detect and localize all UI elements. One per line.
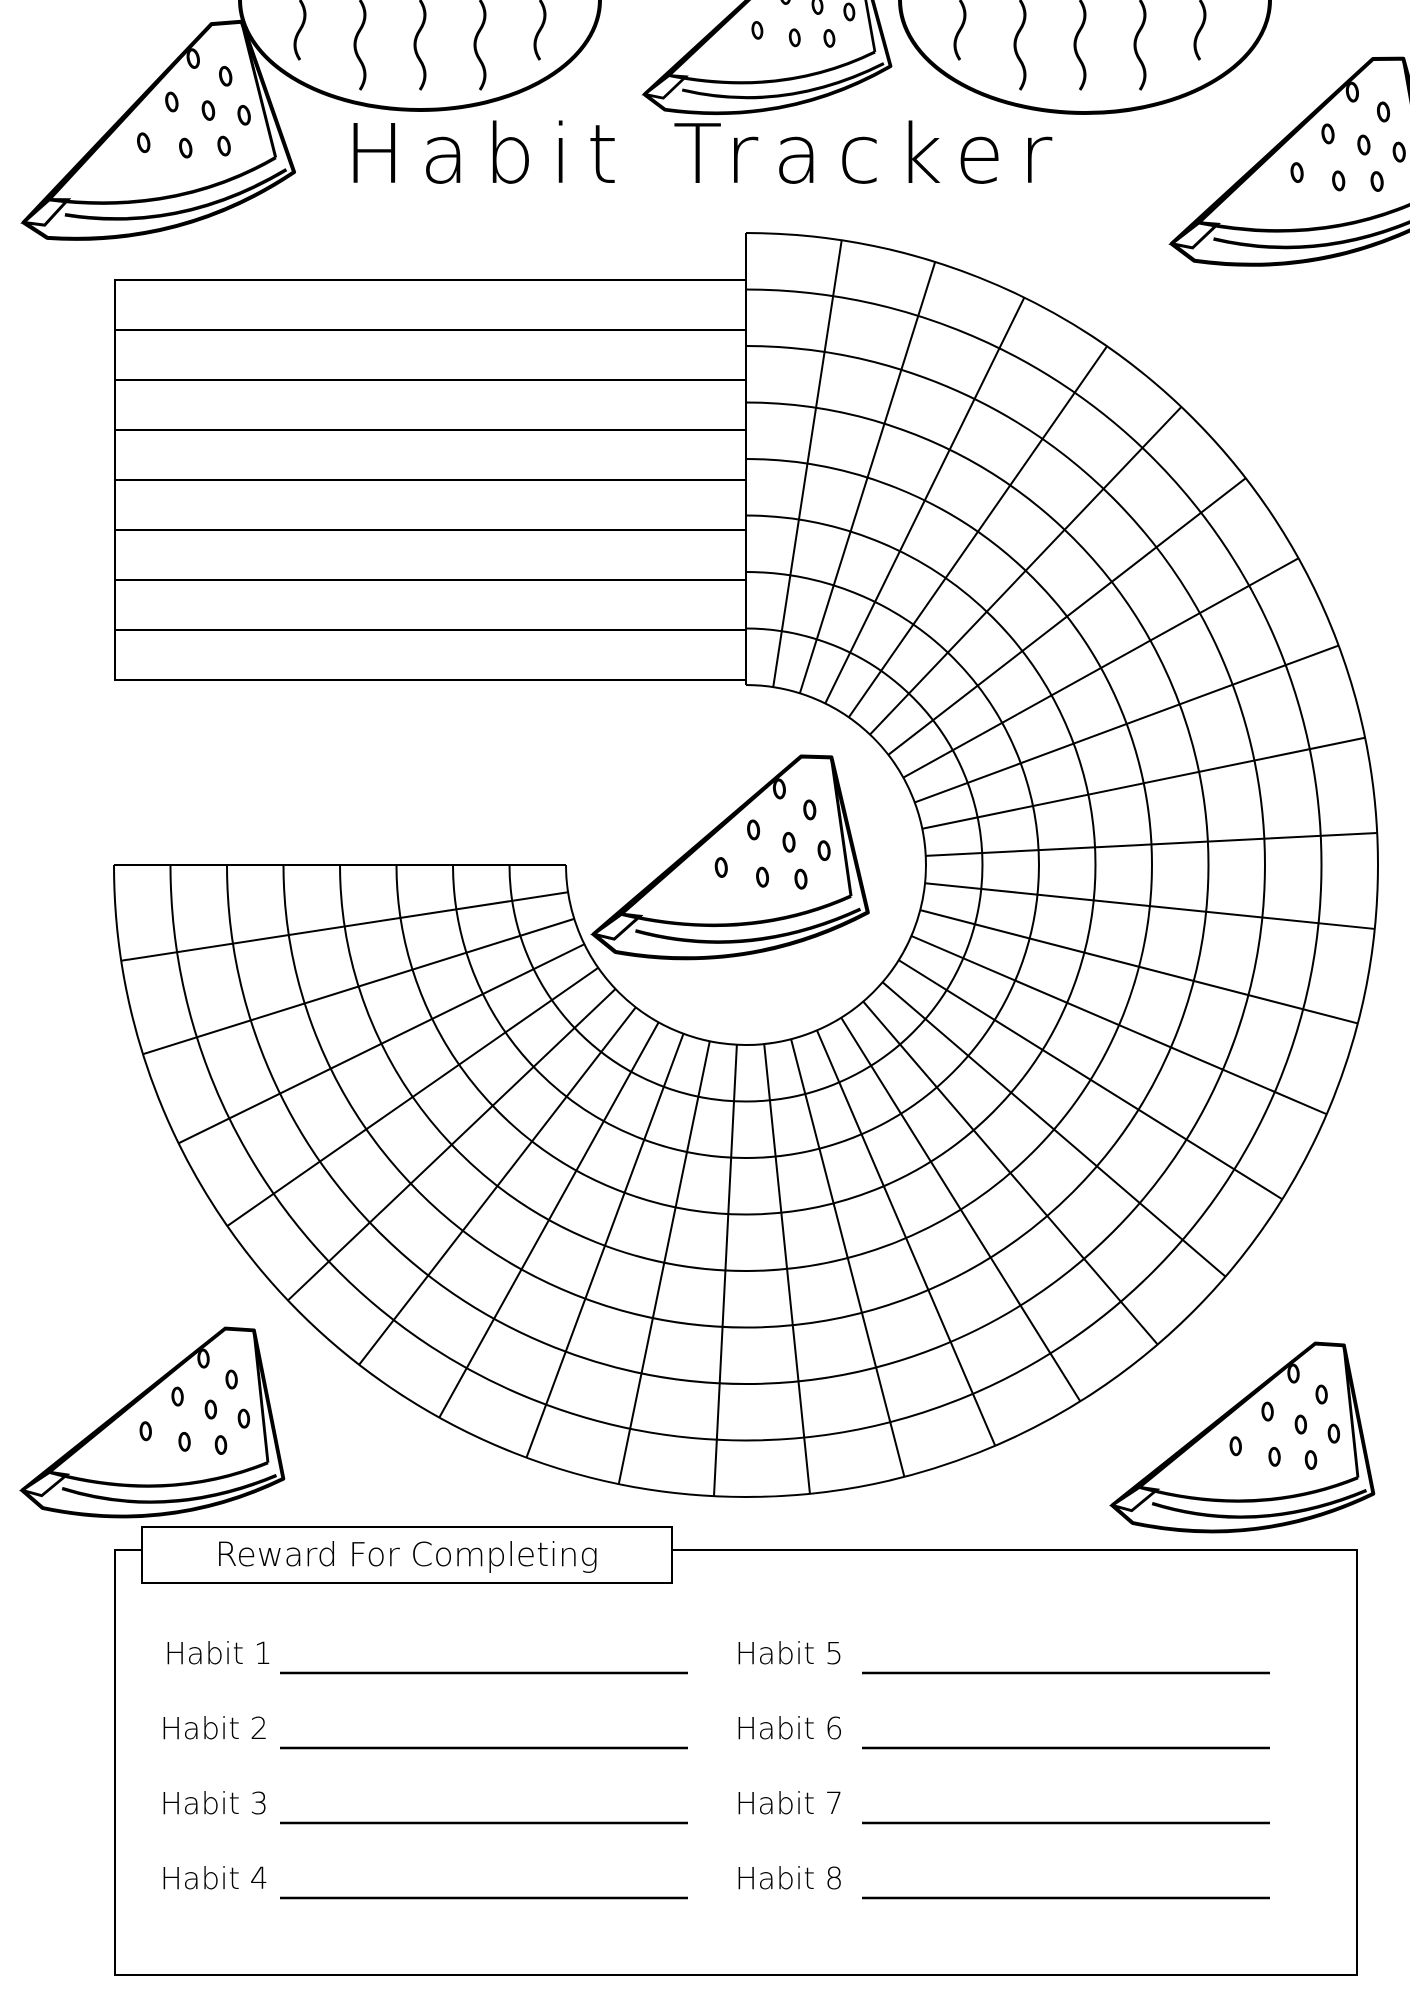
- day-grid-spoke: [619, 1041, 710, 1484]
- watermelon-whole-icon: [240, 0, 600, 110]
- day-grid-spoke: [527, 1034, 684, 1458]
- reward-habit-label: Habit 1: [164, 1637, 273, 1672]
- reward-heading: Reward For Completing: [214, 1535, 600, 1574]
- day-grid-spoke: [773, 240, 841, 687]
- watermelon-whole-icon: [900, 0, 1270, 113]
- reward-habit-label: Habit 2: [160, 1712, 269, 1747]
- day-grid-spoke: [849, 346, 1107, 717]
- day-grid-spoke: [870, 407, 1181, 735]
- reward-habit-label: Habit 8: [735, 1862, 844, 1897]
- day-grid-spoke: [925, 883, 1375, 929]
- day-grid-spoke: [911, 936, 1326, 1114]
- watermelon-slice-icon: [577, 751, 870, 969]
- day-grid-spoke: [899, 960, 1283, 1199]
- watermelon-slice-icon: [12, 1325, 285, 1524]
- day-grid-spoke: [863, 1002, 1157, 1345]
- reward-habit-label: Habit 5: [735, 1637, 844, 1672]
- page-title: Habit Tracker: [343, 108, 1067, 203]
- day-grid-spoke: [227, 968, 598, 1226]
- day-grid-spoke: [143, 919, 574, 1054]
- habit-name-rows: [115, 280, 746, 680]
- day-grid-spoke: [121, 892, 568, 960]
- day-grid-spoke: [764, 1044, 810, 1494]
- watermelon-slice-icon: [1102, 1340, 1375, 1539]
- day-grid-spoke: [800, 262, 935, 693]
- reward-habit-label: Habit 6: [735, 1712, 844, 1747]
- day-grid-spoke: [791, 1039, 904, 1477]
- day-grid-spoke: [817, 1030, 995, 1445]
- day-grid-spoke: [883, 982, 1226, 1276]
- reward-box: [115, 1527, 1357, 1975]
- day-grid-spoke: [288, 989, 616, 1300]
- day-grid-spoke: [922, 738, 1365, 829]
- day-grid-spoke: [915, 646, 1339, 803]
- day-grid-spoke: [841, 1018, 1080, 1402]
- reward-habit-label: Habit 4: [160, 1862, 269, 1897]
- reward-habit-label: Habit 7: [735, 1787, 844, 1822]
- reward-habit-label: Habit 3: [160, 1787, 269, 1822]
- day-grid-spoke: [920, 910, 1358, 1023]
